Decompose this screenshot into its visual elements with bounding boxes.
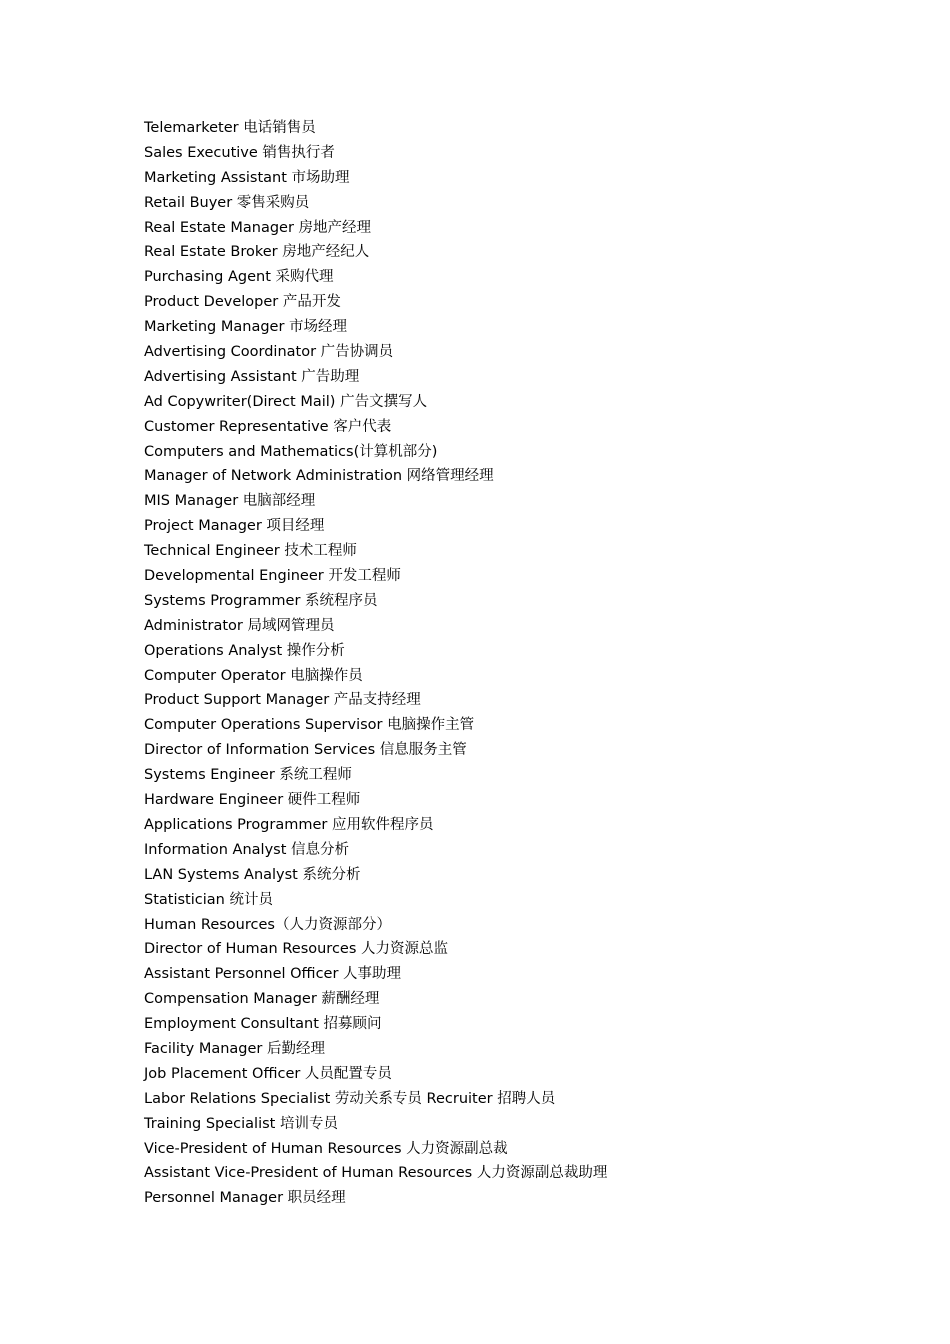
list-item: Systems Engineer 系统工程师: [144, 767, 352, 784]
list-item: Labor Relations Specialist 劳动关系专员 Recruiter 招聘人员: [144, 1090, 556, 1107]
list-item: Sales Executive 销售执行者: [144, 144, 335, 161]
list-item: Product Developer 产品开发: [144, 294, 341, 311]
list-item: Compensation Manager 薪酬经理: [144, 991, 380, 1008]
list-item: Administrator 局域网管理员: [144, 617, 335, 634]
list-item: Advertising Coordinator 广告协调员: [144, 344, 394, 361]
list-item: Manager of Network Administration 网络管理经理: [144, 468, 494, 485]
section-heading-human-resources: Human Resources（人力资源部分）: [144, 916, 391, 933]
list-item: Technical Engineer 技术工程师: [144, 543, 357, 560]
list-item: Operations Analyst 操作分析: [144, 642, 345, 659]
list-item: Assistant Personnel Officer 人事助理: [144, 966, 402, 983]
list-item: Real Estate Broker 房地产经纪人: [144, 244, 370, 261]
list-item: Customer Representative 客户代表: [144, 418, 392, 435]
list-item: Systems Programmer 系统程序员: [144, 592, 378, 609]
list-item: Vice-President of Human Resources 人力资源副总裁: [144, 1140, 508, 1157]
list-item: Personnel Manager 职员经理: [144, 1190, 346, 1207]
list-item: Real Estate Manager 房地产经理: [144, 219, 372, 236]
job-title-list: [144, 116, 607, 1211]
list-item: LAN Systems Analyst 系统分析: [144, 866, 361, 883]
list-item: Director of Human Resources 人力资源总监: [144, 941, 449, 958]
list-item: Statistician 统计员: [144, 891, 273, 908]
list-item: Advertising Assistant 广告助理: [144, 368, 360, 385]
list-item: Marketing Assistant 市场助理: [144, 169, 350, 186]
list-item: Hardware Engineer 硬件工程师: [144, 792, 361, 809]
list-item: Assistant Vice-President of Human Resources 人力资源副总裁助理: [144, 1165, 608, 1182]
list-item: Developmental Engineer 开发工程师: [144, 568, 401, 585]
list-item: Purchasing Agent 采购代理: [144, 269, 334, 286]
list-item: Computer Operations Supervisor 电脑操作主管: [144, 717, 475, 734]
list-item: Applications Programmer 应用软件程序员: [144, 816, 434, 833]
list-item: Director of Information Services 信息服务主管: [144, 742, 467, 759]
list-item: Information Analyst 信息分析: [144, 841, 349, 858]
list-item: Facility Manager 后勤经理: [144, 1040, 325, 1057]
section-heading-computers: Computers and Mathematics(计算机部分): [144, 443, 438, 460]
list-item: Ad Copywriter(Direct Mail) 广告文撰写人: [144, 393, 428, 410]
list-item: Project Manager 项目经理: [144, 518, 325, 535]
list-item: Telemarketer 电话销售员: [144, 120, 316, 136]
list-item: Computer Operator 电脑操作员: [144, 667, 363, 684]
list-item: MIS Manager 电脑部经理: [144, 493, 316, 510]
list-item: Retail Buyer 零售采购员: [144, 194, 310, 211]
list-item: Employment Consultant 招募顾问: [144, 1016, 382, 1033]
list-item: Marketing Manager 市场经理: [144, 319, 348, 336]
list-item: Product Support Manager 产品支持经理: [144, 692, 421, 709]
list-item: Training Specialist 培训专员: [144, 1115, 338, 1132]
list-item: Job Placement Officer 人员配置专员: [144, 1065, 392, 1082]
